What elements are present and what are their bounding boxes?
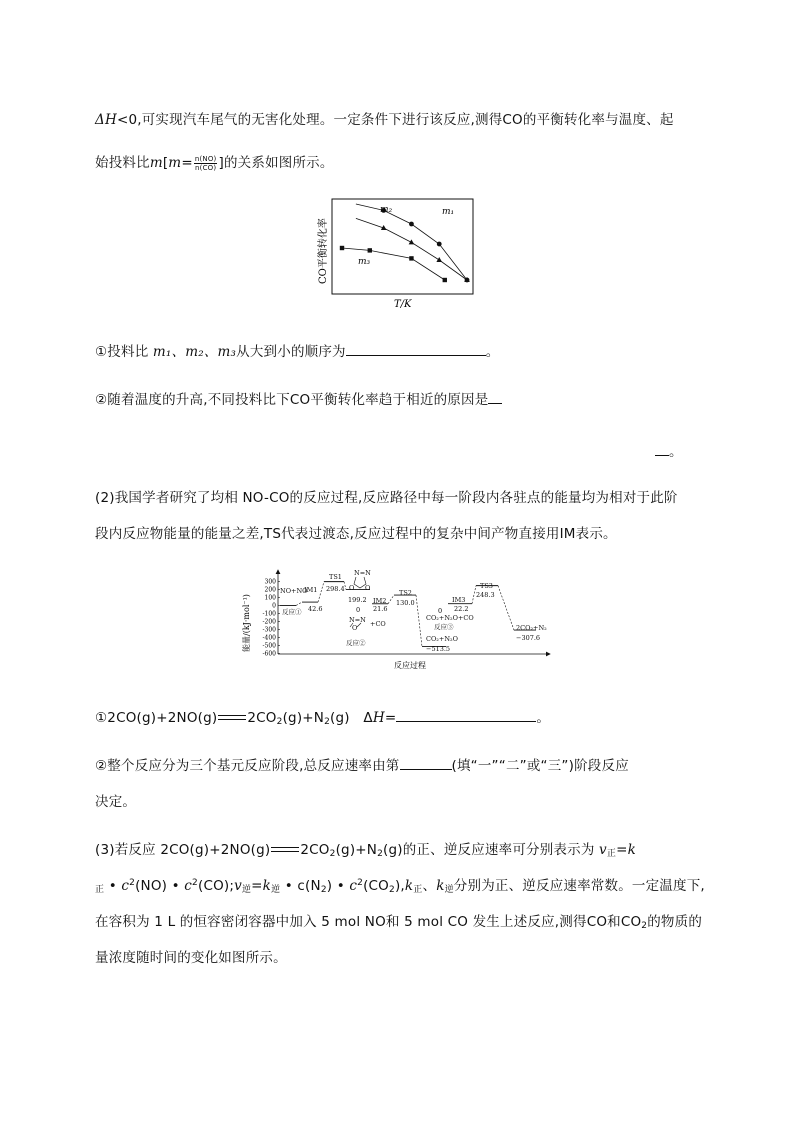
lbl-216: 21.6 — [373, 605, 388, 613]
ytick-label: 0 — [272, 602, 276, 610]
lbl-im3: IM3 — [452, 596, 466, 604]
chart2-ylabel: 能量/(kJ·mol⁻¹) — [242, 594, 251, 652]
ytick-label: -600 — [262, 650, 276, 658]
lbl-nn: N=N — [354, 569, 371, 577]
lbl-r3: 反应③ — [434, 623, 454, 631]
ytick-label: -100 — [262, 610, 276, 618]
equilibrium-sign-2 — [271, 845, 299, 855]
lbl-1300: 130.0 — [396, 599, 415, 607]
question-2-end: 。 — [655, 440, 683, 460]
energy-connector-8 — [498, 586, 514, 630]
chart2-xlabel: 反应过程 — [394, 661, 426, 670]
lbl-im1: IM1 — [304, 586, 318, 594]
lbl-nn2: N=N — [349, 616, 366, 624]
point-m2-2 — [409, 239, 415, 244]
ytick-label: -400 — [262, 634, 276, 642]
ytick-label: 200 — [264, 586, 276, 594]
lbl-co: +CO — [370, 620, 386, 628]
text-line-4: 段内反应物能量的能量之差,TS代表过渡态,反应过程中的复杂中间产物直接用IM表示。 — [95, 526, 617, 542]
lbl-co2n2oco: CO₂+N₂O+CO — [426, 614, 474, 622]
lbl-nono: NO+NO — [280, 587, 308, 595]
energy-connector-5 — [416, 595, 422, 646]
lbl-co2n2: 2CO₂+N₂ — [516, 624, 547, 632]
lbl-o1: O — [349, 584, 355, 592]
question-4-end: 决定。 — [95, 794, 137, 810]
text-line-2: 始投料比m[m= $\frac{n(NO)}{n(CO)}$ ]的关系如图所示。 — [95, 154, 334, 172]
lbl-222: 22.2 — [454, 605, 469, 613]
answer-blank-1[interactable] — [346, 343, 486, 356]
co-conversion-chart — [312, 196, 477, 311]
delta-h: ΔH — [95, 112, 117, 128]
lbl-zero-a: 0 — [356, 606, 361, 614]
answer-blank-4[interactable] — [400, 757, 452, 770]
point-m3-2 — [409, 256, 413, 260]
lbl-ts3: TS3 — [480, 582, 493, 590]
point-m1-3 — [437, 242, 442, 247]
lbl-3076: −307.6 — [516, 634, 541, 642]
energy-connector-1 — [318, 582, 324, 602]
energy-connector-4 — [388, 595, 394, 604]
chart1-xlabel: T/K — [394, 299, 412, 310]
answer-blank-2a[interactable] — [488, 391, 502, 404]
lbl-ts2: TS2 — [399, 589, 412, 597]
answer-blank-2b[interactable] — [655, 443, 669, 456]
lbl-r2: 反应② — [346, 639, 366, 647]
ratio-fraction: $\frac{n(NO)}{n(CO)}$ — [194, 154, 217, 172]
answer-blank-3[interactable] — [396, 709, 536, 722]
point-m2-3 — [436, 257, 442, 262]
lbl-2984: 298.4 — [326, 585, 345, 593]
lbl-o3: O — [352, 624, 358, 632]
label-m2: m₂ — [380, 205, 393, 215]
question-1: ①投料比 m₁、m₂、m₃从大到小的顺序为 。 — [95, 344, 500, 360]
ytick-label: -500 — [262, 642, 276, 650]
point-m1-2 — [409, 222, 414, 227]
text-line-6: $_正$ • $c^2(NO)$ • $c^2(CO);v_逆=k_逆$ • $c(N_2)$ • $c^2(CO_2),k_正$、$k_逆$分别为正、逆反应速率常数。一定温度下, — [95, 878, 705, 895]
lbl-o2: O — [365, 584, 371, 592]
energy-connector-0 — [296, 602, 302, 605]
lbl-co2n2o: CO₂+N₂O — [426, 635, 458, 643]
question-3: ①2CO(g)+2NO(g) $2CO_2(g)+N_2(g)$ ΔH= 。 — [95, 710, 551, 727]
text-line-5: (3)若反应 2CO(g)+2NO(g) $2CO_2(g)+N_2(g)$的正、逆反应速率可分别表示为 $v_正=k$ — [95, 842, 636, 859]
ytick-label: 100 — [264, 594, 276, 602]
point-m3-0 — [340, 246, 344, 250]
text-line-7: 在容积为 1 L 的恒容密闭容器中加入 5 mol NO和 5 mol CO 发生上述反应,测得CO和$CO_2$的物质的 — [95, 914, 703, 931]
ytick-label: -300 — [262, 626, 276, 634]
lbl-4264: 42.6 — [308, 605, 323, 613]
lbl-im2: IM2 — [373, 597, 387, 605]
lbl-2483: 248.3 — [476, 591, 495, 599]
lbl-1992: 199.2 — [348, 596, 367, 604]
ytick-label: 300 — [264, 578, 276, 586]
lbl-zero-b: 0 — [438, 607, 443, 615]
point-m3-3 — [443, 278, 447, 282]
equilibrium-sign — [218, 713, 246, 723]
point-m3-1 — [368, 248, 372, 252]
text-line-3: (2)我国学者研究了均相 NO-CO的反应过程,反应路径中每一阶段内各驻点的能量均为相对于此阶 — [95, 490, 678, 506]
question-2: ②随着温度的升高,不同投料比下CO平衡转化率趋于相近的原因是 — [95, 388, 502, 408]
ytick-label: -200 — [262, 618, 276, 626]
question-4: ②整个反应分为三个基元反应阶段,总反应速率由第 (填“一”“二”或“三”)阶段反应 — [95, 758, 629, 774]
label-m3: m₃ — [358, 257, 371, 267]
lbl-5135: −513.5 — [426, 645, 451, 653]
lbl-r1: 反应① — [282, 608, 302, 616]
label-m1: m₁ — [442, 207, 455, 217]
series-line-m2 — [356, 218, 467, 280]
energy-profile-chart — [236, 566, 556, 672]
text-line-8: 量浓度随时间的变化如图所示。 — [95, 950, 287, 966]
chart1-ylabel: CO平衡转化率 — [318, 218, 329, 284]
text-line-1: ΔH<0,可实现汽车尾气的无害化处理。一定条件下进行该反应,测得CO的平衡转化率与温度、起 — [95, 112, 674, 128]
lbl-ts1: TS1 — [329, 573, 342, 581]
